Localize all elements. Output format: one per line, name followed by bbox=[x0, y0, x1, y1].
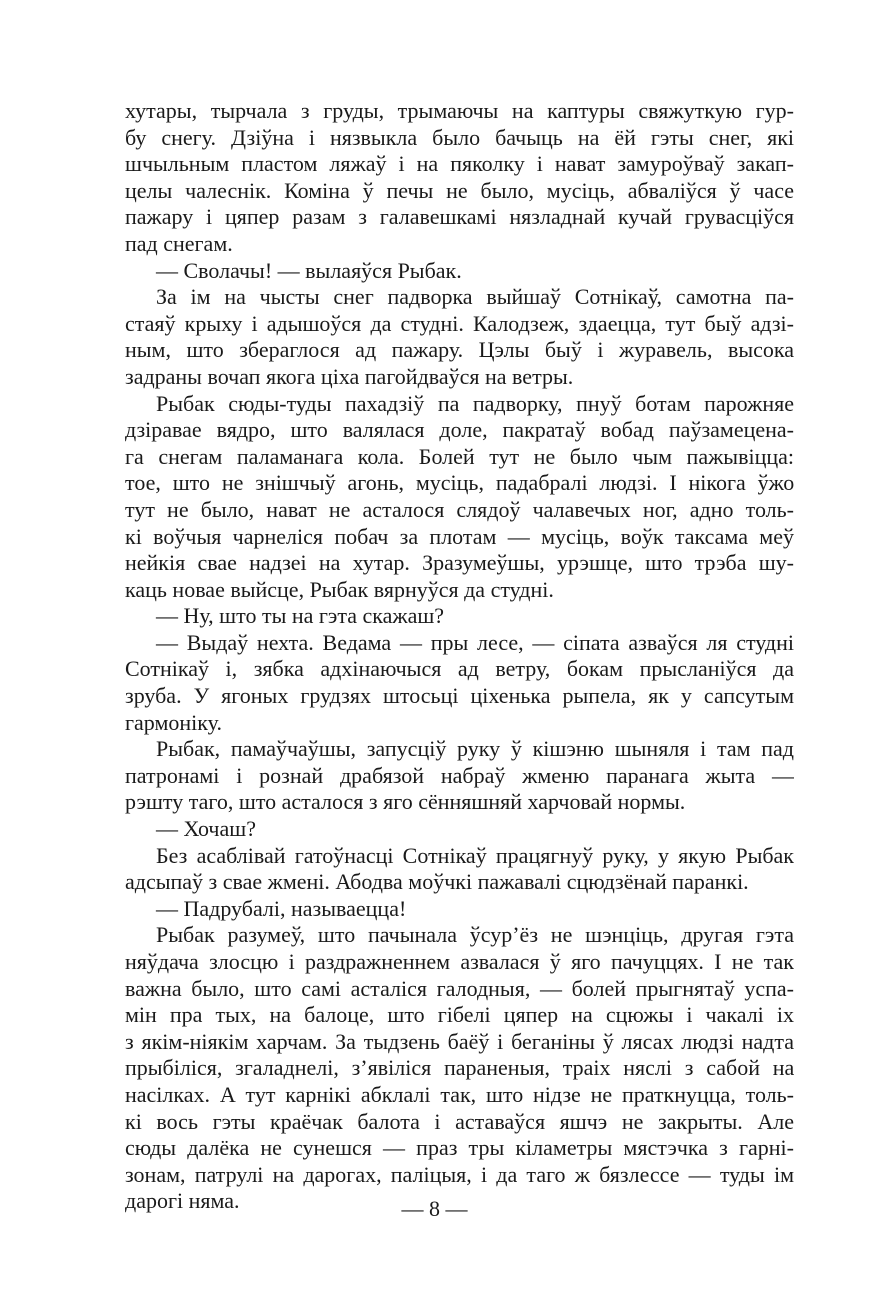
text-line: — Выдаў нехта. Ведама — пры лесе, — сіпата азваўся ля студні bbox=[156, 629, 794, 655]
text-line: — Хочаш? bbox=[156, 816, 256, 842]
page-number: — 8 — bbox=[401, 1196, 468, 1221]
text-line: Без асаблівай гатоўнасці Сотнікаў працягнуў руку, у якую Рыбак bbox=[156, 842, 794, 868]
text-line: За ім на чысты снег падворка выйшаў Сотнікаў, самотна па- bbox=[156, 284, 794, 310]
text-line: гармоніку. bbox=[125, 709, 222, 735]
text-line: бу снегу. Дзіўна і нязвыкла было бачыць на ёй гэты снег, які bbox=[125, 124, 794, 150]
text-line: га снегам паламанага кола. Болей тут не было чым пажывіцца: bbox=[125, 443, 794, 469]
text-line: важна было, што самі асталіся галодныя, — болей прыгнятаў успа- bbox=[125, 975, 794, 1001]
text-line: зруба. У ягоных грудзях штосьці ціхенька рыпела, як у сапсутым bbox=[125, 683, 794, 709]
text-line: Рыбак сюды-туды пахадзіў па падворку, пнуў ботам парожняе bbox=[156, 390, 794, 416]
text-line: насілках. А тут карнікі абклалі так, што нідзе не праткнуцца, толь- bbox=[125, 1081, 794, 1107]
text-line: кі воўчыя чарнеліся побач за плотам — мусіць, воўк таксама меў bbox=[125, 523, 794, 549]
text-line: кі вось гэты краёчак балота і аставаўся яшчэ не закрыты. Але bbox=[125, 1108, 794, 1134]
text-line: прыбіліся, згаладнелі, з’явіліся параненыя, траіх няслі з сабой на bbox=[125, 1055, 794, 1081]
text-line: дарогі няма. bbox=[125, 1188, 240, 1214]
text-line: дзіравае вядро, што валялася доле, пакратаў вобад паўзамецена- bbox=[125, 417, 794, 443]
text-line: патронамі і рознай драбязой набраў жменю паранага жыта — bbox=[125, 762, 794, 788]
text-line: — Ну, што ты на гэта скажаш? bbox=[156, 603, 445, 629]
text-line: Рыбак, памаўчаўшы, запусціў руку ў кішэню шыняля і там пад bbox=[156, 736, 794, 762]
text-line: нейкія свае надзеі на хутар. Зразумеўшы, урэшце, што трэба шу- bbox=[125, 550, 794, 576]
text-line: задраны вочап якога ціха пагойдваўся на ветры. bbox=[125, 363, 574, 389]
text-line: пажару і цяпер разам з галавешкамі нязладнай кучай грувасціўся bbox=[125, 204, 794, 230]
text-line: няўдача злосцю і раздражненнем азвалася ў яго пачуццях. І не так bbox=[125, 949, 794, 974]
text-line: тое, што не знішчыў агонь, мусіць, падабралі людзі. І нікога ўжо bbox=[125, 470, 794, 496]
text-line: ным, што збераглося ад пажару. Цэлы быў і журавель, высока bbox=[125, 337, 794, 363]
text-line: — Падрубалі, называецца! bbox=[156, 895, 407, 921]
text-line: адсыпаў з свае жмені. Абодва моўчкі пажавалі сцюдзёнай паранкі. bbox=[125, 869, 749, 895]
text-line: каць новае выйсце, Рыбак вярнуўся да студні. bbox=[125, 576, 554, 602]
text-line: з якім-ніякім харчам. За тыдзень баёў і беганіны ў лясах людзі надта bbox=[125, 1028, 794, 1054]
text-line: хутары, тырчала з груды, трымаючы на каптуры свяжуткую гур- bbox=[125, 98, 794, 123]
body-text bbox=[125, 98, 794, 1215]
text-line: пад снегам. bbox=[125, 230, 233, 256]
text-line: Сотнікаў і, зябка адхінаючыся ад ветру, бокам прысланіўся да bbox=[125, 656, 794, 682]
text-line: — Сволачы! — вылаяўся Рыбак. bbox=[156, 257, 462, 283]
text-line: тут не было, нават не асталося слядоў чалавечых ног, адно толь- bbox=[125, 496, 794, 522]
text-line: Рыбак разумеў, што пачынала ўсур’ёз не шэнціць, другая гэта bbox=[156, 922, 794, 948]
text-line: зонам, патрулі на дарогах, паліцыя, і да таго ж бязлессе — туды ім bbox=[125, 1161, 794, 1187]
text-line: шчыльным пластом ляжаў і на пяколку і нават замуроўваў закап- bbox=[125, 151, 794, 177]
text-line: сюды далёка не сунешся — праз тры кіламетры мястэчка з гарні- bbox=[125, 1135, 794, 1161]
text-line: рэшту таго, што асталося з яго сённяшняй харчовай нормы. bbox=[125, 789, 686, 815]
text-line: целы чалеснік. Коміна ў печы не было, мусіць, абваліўся ў часе bbox=[125, 177, 794, 203]
text-line: мін пра тых, на балоце, што гібелі цяпер на сцюжы і чакалі іх bbox=[125, 1002, 794, 1028]
text-line: стаяў крыху і адышоўся да студні. Калодзеж, здаецца, тут быў адзі- bbox=[125, 310, 794, 336]
